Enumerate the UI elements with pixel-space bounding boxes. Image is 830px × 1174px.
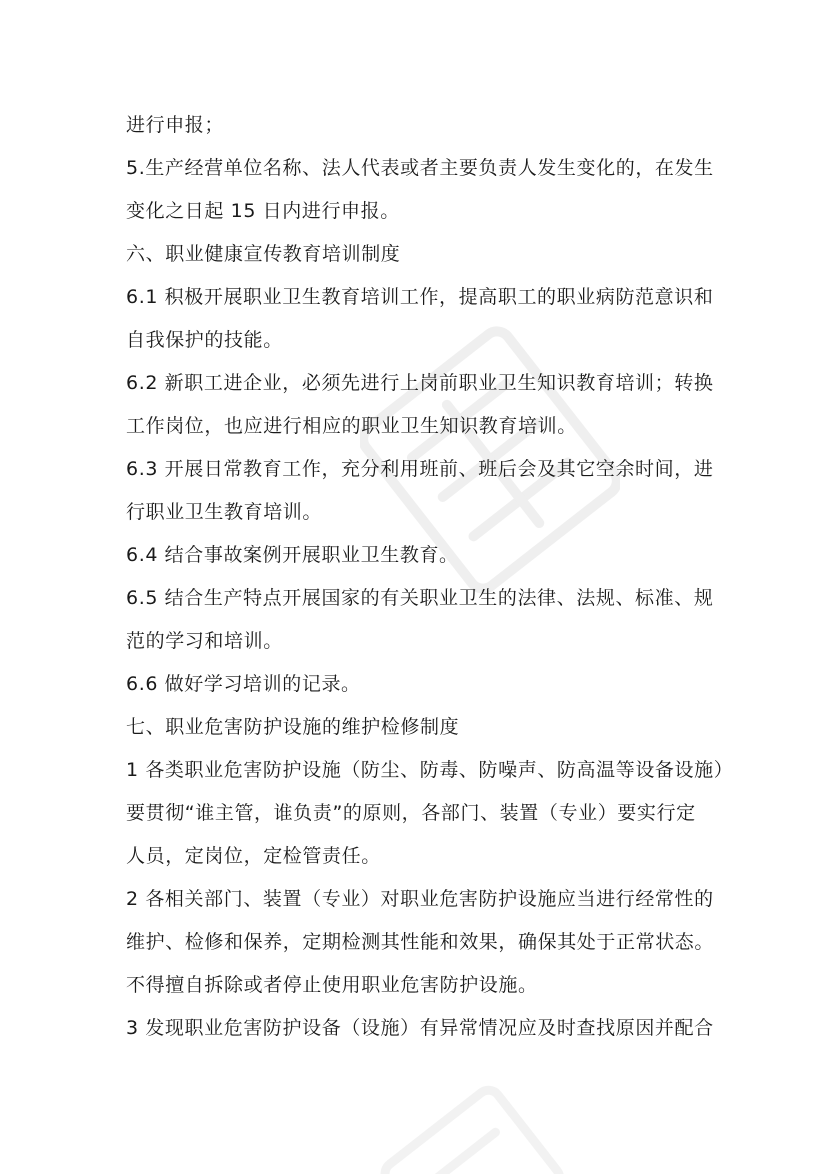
text-line: 6.6 做好学习培训的记录。 [126, 673, 361, 695]
text-line: 6.3 开展日常教育工作，充分利用班前、班后会及其它空余时间，进 [126, 458, 714, 480]
text-line: 不得擅自拆除或者停止使用职业危害防护设施。 [126, 974, 538, 996]
text-line: 6.1 积极开展职业卫生教育培训工作，提高职工的职业病防范意识和 [126, 286, 714, 308]
text-line: 要贯彻“谁主管，谁负责”的原则，各部门、装置（专业）要实行定 [126, 802, 696, 824]
text-line: 自我保护的技能。 [126, 329, 283, 351]
text-line: 变化之日起 15 日内进行申报。 [126, 200, 400, 222]
text-line: 工作岗位，也应进行相应的职业卫生知识教育培训。 [126, 415, 577, 437]
text-line: 3 发现职业危害防护设备（设施）有异常情况应及时查找原因并配合 [126, 1017, 714, 1039]
section-heading: 六、职业健康宣传教育培训制度 [126, 243, 401, 265]
text-line: 6.5 结合生产特点开展国家的有关职业卫生的法律、法规、标准、规 [126, 587, 714, 609]
text-line: 行职业卫生教育培训。 [126, 501, 323, 523]
text-line: 范的学习和培训。 [126, 630, 283, 652]
text-line: 6.2 新职工进企业，必须先进行上岗前职业卫生知识教育培训；转换 [126, 372, 714, 394]
text-line: 1 各类职业危害防护设施（防尘、防毒、防噪声、防高温等设备设施） [126, 759, 734, 781]
text-line: 进行申报； [126, 114, 225, 136]
text-line: 人员，定岗位，定检管责任。 [126, 845, 381, 867]
watermark-stamp-bottom [340, 1080, 580, 1174]
section-heading: 七、职业危害防护设施的维护检修制度 [126, 716, 460, 738]
text-line: 维护、检修和保养，定期检测其性能和效果，确保其处于正常状态。 [126, 931, 715, 953]
text-line: 5.生产经营单位名称、法人代表或者主要负责人发生变化的，在发生 [126, 157, 714, 179]
text-line: 2 各相关部门、装置（专业）对职业危害防护设施应当进行经常性的 [126, 888, 714, 910]
text-line: 6.4 结合事故案例开展职业卫生教育。 [126, 544, 459, 566]
